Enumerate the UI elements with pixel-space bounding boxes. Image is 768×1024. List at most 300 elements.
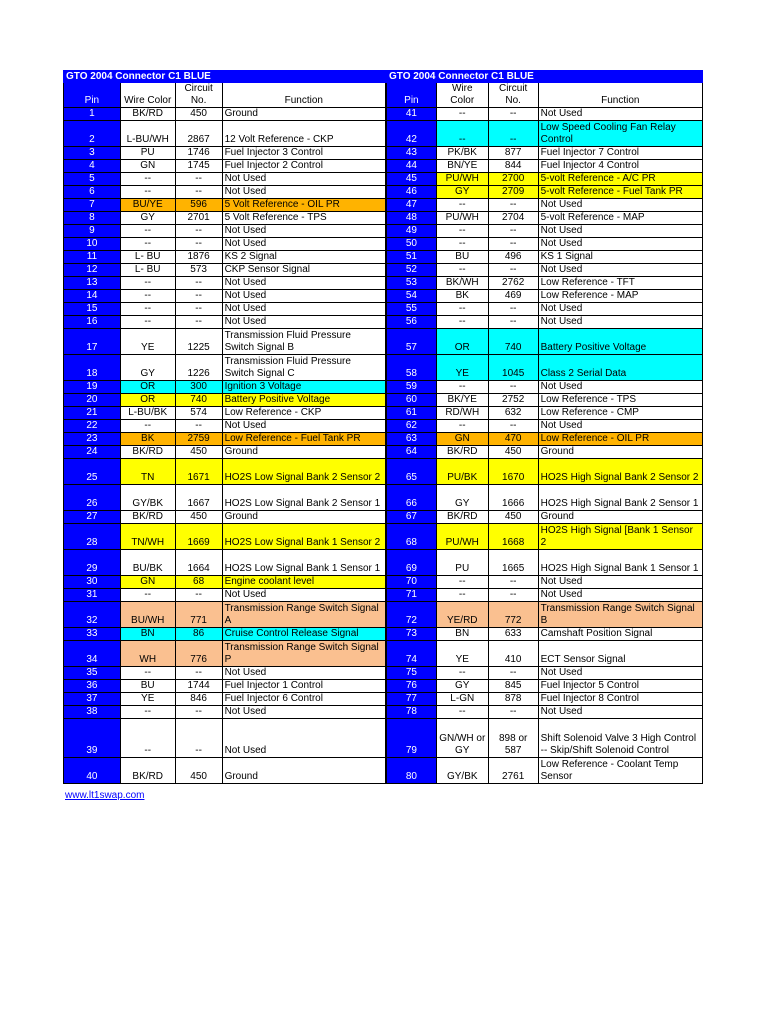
wire-color-cell: OR: [436, 329, 488, 355]
circuit-cell: --: [488, 316, 538, 329]
function-cell: Not Used: [538, 420, 702, 433]
table-row: [386, 433, 702, 446]
function-cell: Low Reference - Fuel Tank PR: [222, 433, 385, 446]
function-cell: Not Used: [222, 667, 385, 680]
wire-color-cell: --: [120, 277, 175, 290]
circuit-cell: --: [488, 381, 538, 394]
pin-cell: 6: [64, 186, 121, 199]
circuit-cell: --: [175, 589, 222, 602]
table-row: [64, 511, 386, 524]
table-row: [386, 316, 702, 329]
table-row: [64, 459, 386, 485]
pin-cell: 1: [64, 108, 121, 121]
wire-color-cell: --: [120, 420, 175, 433]
circuit-cell: 2762: [488, 277, 538, 290]
table-row: [386, 225, 702, 238]
circuit-cell: 1876: [175, 251, 222, 264]
wire-color-cell: BN: [120, 628, 175, 641]
pin-cell: 7: [64, 199, 121, 212]
pin-cell: 79: [386, 719, 436, 758]
pin-cell: 26: [64, 485, 121, 511]
function-cell: Transmission Range Switch Signal B: [538, 602, 702, 628]
circuit-cell: --: [175, 238, 222, 251]
pin-cell: 76: [386, 680, 436, 693]
wire-color-cell: --: [436, 238, 488, 251]
wire-color-cell: --: [436, 420, 488, 433]
pin-cell: 2: [64, 121, 121, 147]
function-cell: Not Used: [222, 186, 385, 199]
pin-cell: 62: [386, 420, 436, 433]
function-cell: Not Used: [538, 199, 702, 212]
circuit-cell: 1226: [175, 355, 222, 381]
function-cell: Ignition 3 Voltage: [222, 381, 385, 394]
pin-cell: 46: [386, 186, 436, 199]
pin-cell: 32: [64, 602, 121, 628]
circuit-cell: 1045: [488, 355, 538, 381]
pin-cell: 18: [64, 355, 121, 381]
table-row: [386, 680, 702, 693]
wire-color-cell: TN/WH: [120, 524, 175, 550]
wire-color-cell: BK: [436, 290, 488, 303]
function-cell: Not Used: [538, 576, 702, 589]
circuit-cell: 878: [488, 693, 538, 706]
table-row: [64, 290, 386, 303]
table-row: [386, 264, 702, 277]
wire-color-cell: BN/YE: [436, 160, 488, 173]
pin-cell: 50: [386, 238, 436, 251]
circuit-cell: --: [488, 667, 538, 680]
table-row: [64, 589, 386, 602]
function-cell: Low Reference - CKP: [222, 407, 385, 420]
function-cell: HO2S Low Signal Bank 1 Sensor 2: [222, 524, 385, 550]
wire-color-cell: --: [120, 316, 175, 329]
circuit-cell: 846: [175, 693, 222, 706]
pin-cell: 61: [386, 407, 436, 420]
function-cell: Not Used: [538, 316, 702, 329]
wire-color-cell: --: [436, 199, 488, 212]
table-row: [64, 407, 386, 420]
pin-cell: 60: [386, 394, 436, 407]
circuit-cell: --: [175, 719, 222, 758]
pin-cell: 8: [64, 212, 121, 225]
table-row: [64, 199, 386, 212]
pin-cell: 52: [386, 264, 436, 277]
wire-color-cell: GY: [120, 355, 175, 381]
function-cell: Fuel Injector 6 Control: [222, 693, 385, 706]
table-row: [386, 641, 702, 667]
wire-color-cell: GY/BK: [436, 758, 488, 784]
wire-color-cell: --: [120, 173, 175, 186]
connector-grid: [63, 70, 703, 784]
circuit-cell: 450: [175, 511, 222, 524]
table-row: [64, 667, 386, 680]
pin-cell: 44: [386, 160, 436, 173]
header-function: Function: [222, 83, 385, 108]
circuit-cell: 633: [488, 628, 538, 641]
table-row: [64, 225, 386, 238]
circuit-cell: 632: [488, 407, 538, 420]
pin-cell: 65: [386, 459, 436, 485]
circuit-cell: 450: [175, 758, 222, 784]
circuit-cell: 740: [488, 329, 538, 355]
wire-color-cell: --: [120, 667, 175, 680]
circuit-cell: 450: [175, 108, 222, 121]
pin-cell: 38: [64, 706, 121, 719]
pin-cell: 33: [64, 628, 121, 641]
wire-color-cell: PU/WH: [436, 173, 488, 186]
wire-color-cell: --: [120, 719, 175, 758]
circuit-cell: 574: [175, 407, 222, 420]
function-cell: Low Speed Cooling Fan Relay Control: [538, 121, 702, 147]
header-wire-color: Wire Color: [120, 83, 175, 108]
pin-cell: 49: [386, 225, 436, 238]
pin-cell: 43: [386, 147, 436, 160]
pin-cell: 10: [64, 238, 121, 251]
wire-color-cell: --: [436, 589, 488, 602]
table-row: [386, 381, 702, 394]
function-cell: HO2S High Signal Bank 2 Sensor 2: [538, 459, 702, 485]
pin-cell: 4: [64, 160, 121, 173]
pin-cell: 24: [64, 446, 121, 459]
function-cell: Low Reference - CMP: [538, 407, 702, 420]
pin-cell: 37: [64, 693, 121, 706]
wire-color-cell: GY/BK: [120, 485, 175, 511]
table-row: [64, 680, 386, 693]
pin-cell: 77: [386, 693, 436, 706]
pin-cell: 9: [64, 225, 121, 238]
function-cell: Camshaft Position Signal: [538, 628, 702, 641]
circuit-cell: --: [488, 225, 538, 238]
wire-color-cell: BK/WH: [436, 277, 488, 290]
circuit-cell: 2701: [175, 212, 222, 225]
function-cell: HO2S High Signal Bank 2 Sensor 1: [538, 485, 702, 511]
circuit-cell: 86: [175, 628, 222, 641]
circuit-cell: --: [488, 420, 538, 433]
function-cell: Cruise Control Release Signal: [222, 628, 385, 641]
pin-cell: 36: [64, 680, 121, 693]
circuit-cell: 877: [488, 147, 538, 160]
pin-cell: 71: [386, 589, 436, 602]
wire-color-cell: --: [436, 264, 488, 277]
pin-cell: 30: [64, 576, 121, 589]
wire-color-cell: WH: [120, 641, 175, 667]
circuit-cell: 1669: [175, 524, 222, 550]
table-title: GTO 2004 Connector C1 BLUE: [386, 71, 702, 83]
function-cell: CKP Sensor Signal: [222, 264, 385, 277]
table-row: [386, 329, 702, 355]
table-row: [386, 238, 702, 251]
circuit-cell: 470: [488, 433, 538, 446]
pin-cell: 73: [386, 628, 436, 641]
pin-cell: 40: [64, 758, 121, 784]
wire-color-cell: L-BU/WH: [120, 121, 175, 147]
function-cell: Not Used: [222, 238, 385, 251]
website-link[interactable]: www.lt1swap.com: [65, 790, 145, 801]
function-cell: Transmission Range Switch Signal P: [222, 641, 385, 667]
wire-color-cell: --: [436, 381, 488, 394]
circuit-cell: 1667: [175, 485, 222, 511]
header-circuit-no: Circuit No.: [175, 83, 222, 108]
circuit-cell: --: [175, 316, 222, 329]
table-row: [386, 589, 702, 602]
function-cell: Fuel Injector 1 Control: [222, 680, 385, 693]
wire-color-cell: --: [436, 108, 488, 121]
function-cell: Not Used: [538, 381, 702, 394]
wire-color-cell: BU: [120, 680, 175, 693]
connector-table-left: [63, 70, 386, 784]
wire-color-cell: L-GN: [436, 693, 488, 706]
table-row: [64, 355, 386, 381]
circuit-cell: --: [488, 238, 538, 251]
table-row: [64, 160, 386, 173]
wire-color-cell: TN: [120, 459, 175, 485]
pin-cell: 28: [64, 524, 121, 550]
circuit-cell: 410: [488, 641, 538, 667]
function-cell: Not Used: [538, 108, 702, 121]
wire-color-cell: --: [436, 667, 488, 680]
circuit-cell: 771: [175, 602, 222, 628]
circuit-cell: 450: [175, 446, 222, 459]
wire-color-cell: BU/WH: [120, 602, 175, 628]
function-cell: Battery Positive Voltage: [538, 329, 702, 355]
pin-cell: 17: [64, 329, 121, 355]
table-row: [64, 706, 386, 719]
pin-cell: 53: [386, 277, 436, 290]
wire-color-cell: --: [120, 186, 175, 199]
function-cell: 5 Volt Reference - OIL PR: [222, 199, 385, 212]
pin-cell: 68: [386, 524, 436, 550]
wire-color-cell: PU: [120, 147, 175, 160]
table-row: [386, 186, 702, 199]
table-row: [386, 199, 702, 212]
function-cell: HO2S High Signal Bank 1 Sensor 1: [538, 550, 702, 576]
pin-cell: 56: [386, 316, 436, 329]
wire-color-cell: L- BU: [120, 251, 175, 264]
table-row: [64, 303, 386, 316]
pin-cell: 23: [64, 433, 121, 446]
pin-cell: 5: [64, 173, 121, 186]
table-row: [386, 121, 702, 147]
circuit-cell: 469: [488, 290, 538, 303]
function-cell: KS 1 Signal: [538, 251, 702, 264]
wire-color-cell: BK/RD: [436, 446, 488, 459]
table-row: [386, 173, 702, 186]
pin-cell: 19: [64, 381, 121, 394]
wire-color-cell: PU/BK: [436, 459, 488, 485]
function-cell: Not Used: [538, 238, 702, 251]
function-cell: 5-volt Reference - MAP: [538, 212, 702, 225]
table-row: [386, 602, 702, 628]
circuit-cell: --: [175, 225, 222, 238]
function-cell: 12 Volt Reference - CKP: [222, 121, 385, 147]
pin-cell: 57: [386, 329, 436, 355]
pin-cell: 25: [64, 459, 121, 485]
wire-color-cell: GN/WH or GY: [436, 719, 488, 758]
table-row: [386, 576, 702, 589]
circuit-cell: 1664: [175, 550, 222, 576]
pin-cell: 51: [386, 251, 436, 264]
wire-color-cell: YE: [436, 355, 488, 381]
table-row: [386, 108, 702, 121]
header-circuit-no: Circuit No.: [488, 83, 538, 108]
circuit-cell: 1668: [488, 524, 538, 550]
table-row: [386, 277, 702, 290]
pin-cell: 16: [64, 316, 121, 329]
wire-color-cell: --: [436, 576, 488, 589]
circuit-cell: 2704: [488, 212, 538, 225]
pin-cell: 39: [64, 719, 121, 758]
circuit-cell: 596: [175, 199, 222, 212]
connector-sheet: [63, 70, 703, 784]
circuit-cell: 2752: [488, 394, 538, 407]
header-function: Function: [538, 83, 702, 108]
circuit-cell: 68: [175, 576, 222, 589]
wire-color-cell: BK/RD: [436, 511, 488, 524]
table-row: [386, 420, 702, 433]
wire-color-cell: --: [120, 303, 175, 316]
function-cell: HO2S Low Signal Bank 1 Sensor 1: [222, 550, 385, 576]
table-row: [64, 433, 386, 446]
pin-cell: 29: [64, 550, 121, 576]
circuit-cell: 496: [488, 251, 538, 264]
header-wire-color: Wire Color: [436, 83, 488, 108]
pin-cell: 42: [386, 121, 436, 147]
function-cell: Transmission Fluid Pressure Switch Signal C: [222, 355, 385, 381]
wire-color-cell: GN: [436, 433, 488, 446]
wire-color-cell: BK: [120, 433, 175, 446]
table-row: [386, 446, 702, 459]
pin-cell: 15: [64, 303, 121, 316]
circuit-cell: --: [488, 706, 538, 719]
pin-cell: 31: [64, 589, 121, 602]
table-row: [64, 485, 386, 511]
table-row: [386, 160, 702, 173]
function-cell: Not Used: [222, 719, 385, 758]
function-cell: 5-volt Reference - Fuel Tank PR: [538, 186, 702, 199]
pin-cell: 63: [386, 433, 436, 446]
function-cell: Not Used: [222, 277, 385, 290]
table-header-row: [64, 83, 386, 108]
function-cell: Low Reference - MAP: [538, 290, 702, 303]
table-row: [64, 420, 386, 433]
table-row: [386, 758, 702, 784]
wire-color-cell: --: [436, 316, 488, 329]
pin-cell: 80: [386, 758, 436, 784]
circuit-cell: --: [488, 576, 538, 589]
table-row: [64, 446, 386, 459]
pin-cell: 47: [386, 199, 436, 212]
pin-cell: 41: [386, 108, 436, 121]
table-row: [64, 264, 386, 277]
wire-color-cell: --: [120, 238, 175, 251]
wire-color-cell: --: [436, 121, 488, 147]
table-row: [64, 641, 386, 667]
pin-cell: 78: [386, 706, 436, 719]
wire-color-cell: GY: [436, 680, 488, 693]
function-cell: Battery Positive Voltage: [222, 394, 385, 407]
function-cell: Not Used: [538, 706, 702, 719]
wire-color-cell: YE: [436, 641, 488, 667]
table-row: [64, 394, 386, 407]
wire-color-cell: OR: [120, 381, 175, 394]
wire-color-cell: --: [436, 225, 488, 238]
function-cell: Not Used: [538, 225, 702, 238]
pin-cell: 35: [64, 667, 121, 680]
function-cell: Fuel Injector 5 Control: [538, 680, 702, 693]
wire-color-cell: BK/YE: [436, 394, 488, 407]
function-cell: Ground: [222, 511, 385, 524]
wire-color-cell: RD/WH: [436, 407, 488, 420]
pin-cell: 54: [386, 290, 436, 303]
pin-cell: 58: [386, 355, 436, 381]
function-cell: Not Used: [222, 225, 385, 238]
circuit-cell: 1744: [175, 680, 222, 693]
pin-cell: 14: [64, 290, 121, 303]
function-cell: 5 Volt Reference - TPS: [222, 212, 385, 225]
circuit-cell: --: [488, 264, 538, 277]
table-row: [64, 576, 386, 589]
circuit-cell: 1666: [488, 485, 538, 511]
connector-table-right: [386, 70, 703, 784]
function-cell: Transmission Range Switch Signal A: [222, 602, 385, 628]
wire-color-cell: PK/BK: [436, 147, 488, 160]
circuit-cell: --: [175, 667, 222, 680]
table-row: [386, 719, 702, 758]
circuit-cell: --: [175, 173, 222, 186]
table-header-row: [386, 83, 702, 108]
wire-color-cell: --: [120, 290, 175, 303]
pin-cell: 64: [386, 446, 436, 459]
wire-color-cell: GY: [436, 186, 488, 199]
function-cell: Not Used: [222, 706, 385, 719]
table-row: [64, 251, 386, 264]
pin-cell: 59: [386, 381, 436, 394]
wire-color-cell: BU: [436, 251, 488, 264]
table-row: [64, 186, 386, 199]
table-row: [64, 212, 386, 225]
circuit-cell: 300: [175, 381, 222, 394]
header-pin: Pin: [386, 83, 436, 108]
header-pin: Pin: [64, 83, 121, 108]
circuit-cell: 1745: [175, 160, 222, 173]
table-row: [386, 693, 702, 706]
wire-color-cell: BU/YE: [120, 199, 175, 212]
wire-color-cell: L- BU: [120, 264, 175, 277]
table-row: [64, 381, 386, 394]
wire-color-cell: YE: [120, 693, 175, 706]
table-row: [64, 628, 386, 641]
circuit-cell: --: [175, 303, 222, 316]
circuit-cell: 1225: [175, 329, 222, 355]
circuit-cell: --: [488, 589, 538, 602]
pin-cell: 74: [386, 641, 436, 667]
function-cell: HO2S High Signal [Bank 1 Sensor 2: [538, 524, 702, 550]
table-title: GTO 2004 Connector C1 BLUE: [64, 71, 386, 83]
pin-cell: 66: [386, 485, 436, 511]
table-row: [64, 277, 386, 290]
table-row: [64, 524, 386, 550]
function-cell: Not Used: [222, 420, 385, 433]
pin-cell: 70: [386, 576, 436, 589]
table-row: [64, 719, 386, 758]
pin-cell: 55: [386, 303, 436, 316]
wire-color-cell: BK/RD: [120, 446, 175, 459]
wire-color-cell: GY: [120, 212, 175, 225]
table-row: [64, 693, 386, 706]
wire-color-cell: YE/RD: [436, 602, 488, 628]
circuit-cell: --: [175, 277, 222, 290]
circuit-cell: 2700: [488, 173, 538, 186]
